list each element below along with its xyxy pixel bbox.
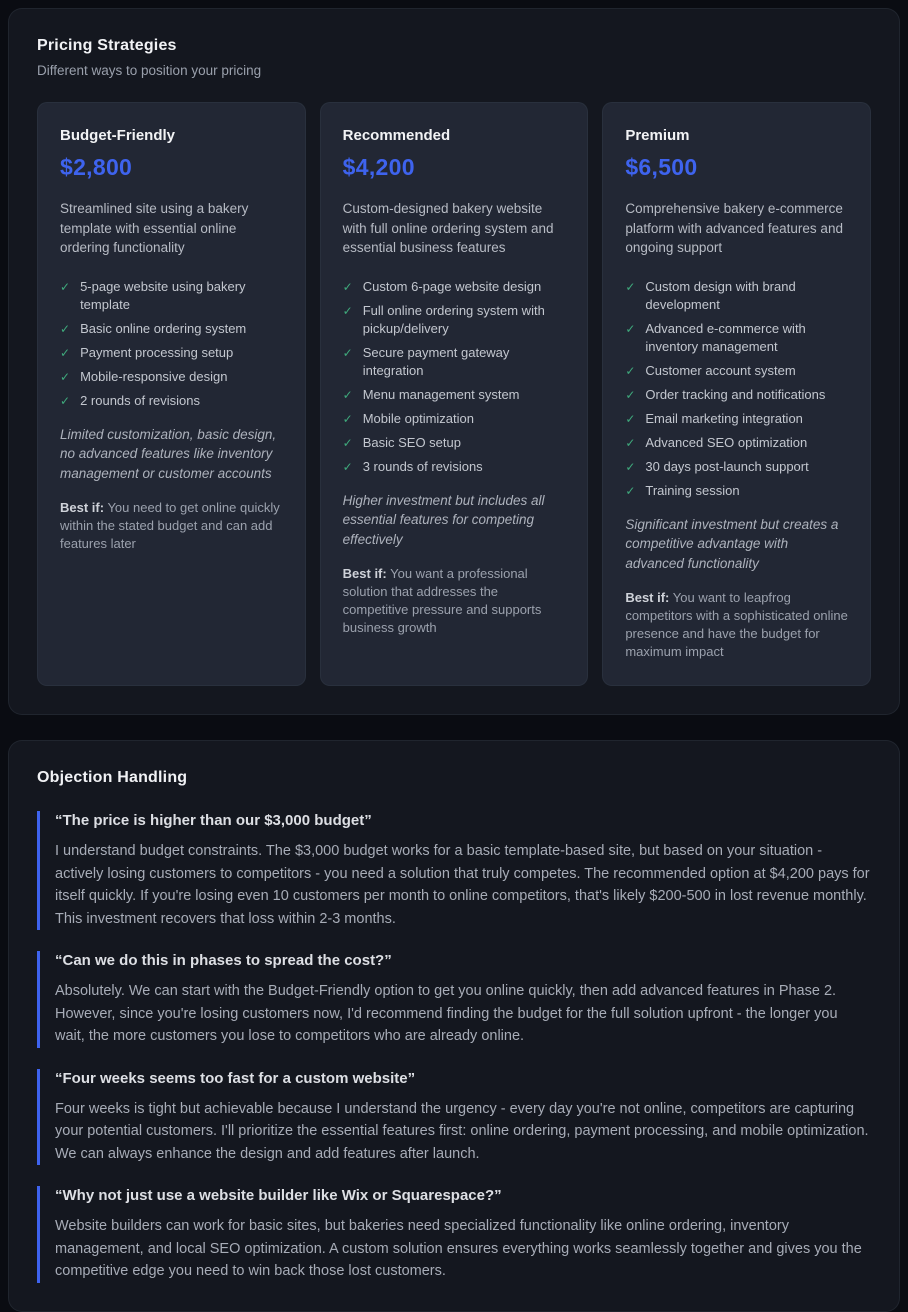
feature-item [343,410,566,428]
pricing-strategies-subtitle: Different ways to position your pricing [37,63,262,78]
check-icon: ✓ [342,387,353,402]
tier-feature-list [625,278,848,500]
check-icon: ✓ [342,303,353,318]
tier-best-if [60,499,283,553]
check-icon: ✓ [60,321,71,336]
feature-label: Custom design with brand development [645,278,796,312]
objection-response: I understand budget constraints. The $3,000 budget works for a basic template-based site, but based on your situation - actively losing customers to competitors - you need a solution that truly competes. The recommended option at $4,200 pays for itself quickly. If you're losing even 10 customers per month to online competitors, that's likely $200-500 in lost revenue monthly. This investment recovers that loss within 2-3 months. [55,843,870,927]
pricing-tier-grid [37,102,871,686]
best-if-text: You want to leapfrog competitors with a sophisticated online presence and have the budget for maximum impact [625,590,848,660]
tier-price: $6,500 [625,154,698,180]
objection-list [37,811,871,1283]
feature-item [343,434,566,452]
tier-card-recommended [320,102,589,686]
objection-question: “Can we do this in phases to spread the cost?” [55,952,392,970]
feature-item [625,386,848,404]
best-if-label: Best if: [60,500,105,516]
pricing-strategies-title: Pricing Strategies [37,37,177,54]
tier-description: Custom-designed bakery website with full online ordering system and essential business features [342,201,554,256]
check-icon: ✓ [60,279,71,294]
tier-description: Streamlined site using a bakery template with essential online ordering functionality [60,201,249,256]
feature-item [60,278,283,314]
tier-description: Comprehensive bakery e-commerce platform with advanced features and ongoing support [625,201,843,256]
feature-item [625,320,848,356]
feature-label: Menu management system [362,386,520,402]
feature-label: Full online ordering system with pickup/delivery [362,302,545,336]
tier-card-premium [602,102,871,686]
check-icon: ✓ [60,369,71,384]
feature-item [625,278,848,314]
objection-question: “The price is higher than our $3,000 budget” [55,812,372,830]
check-icon: ✓ [342,459,353,474]
feature-label: Order tracking and notifications [645,386,826,402]
objection-response: Four weeks is tight but achievable because I understand the urgency - every day you're not online, competitors are capturing your potential customers. I'll prioritize the essential features first: online ordering, payment processing, and mobile optimization. We can always enhance the design and add features after launch. [55,1100,869,1162]
objection-item-budget [37,811,871,930]
feature-label: Payment processing setup [80,344,234,360]
feature-item [343,386,566,404]
tier-positioning-note: Higher investment but includes all essential features for competing effectively [342,492,545,547]
objection-question: “Four weeks seems too fast for a custom website” [55,1069,416,1087]
check-icon: ✓ [342,279,353,294]
feature-label: Basic online ordering system [80,320,247,336]
feature-label: Custom 6-page website design [362,278,542,294]
tier-feature-list [60,278,283,410]
feature-item [625,434,848,452]
tier-name: Recommended [342,127,451,144]
tier-best-if [625,589,848,661]
check-icon: ✓ [342,411,353,426]
check-icon: ✓ [625,435,636,450]
tier-name: Premium [625,127,690,144]
objection-item-website-builder [37,1186,871,1283]
objection-question: “Why not just use a website builder like Wix or Squarespace?” [55,1187,502,1205]
objection-item-timeline [37,1069,871,1166]
feature-item [343,458,566,476]
feature-label: Email marketing integration [645,410,803,426]
feature-label: Mobile optimization [362,410,474,426]
feature-label: Mobile-responsive design [80,368,228,384]
check-icon: ✓ [625,387,636,402]
check-icon: ✓ [625,279,636,294]
tier-positioning-note: Significant investment but creates a competitive advantage with advanced functionality [625,516,839,571]
feature-label: 5-page website using bakery template [80,278,246,312]
feature-item [343,344,566,380]
tier-feature-list [343,278,566,476]
feature-item [60,320,283,338]
best-if-text: You need to get online quickly within the stated budget and can add features later [60,500,280,552]
check-icon: ✓ [625,363,636,378]
check-icon: ✓ [60,345,71,360]
feature-item [343,302,566,338]
feature-label: Basic SEO setup [362,434,461,450]
feature-item [60,344,283,362]
feature-label: 2 rounds of revisions [80,392,201,408]
best-if-text: You want a professional solution that addresses the competitive pressure and supports business growth [342,566,542,636]
objection-handling-panel [8,740,900,1312]
tier-positioning-note: Limited customization, basic design, no advanced features like inventory management or customer accounts [60,426,277,481]
check-icon: ✓ [60,393,71,408]
tier-price: $2,800 [60,154,133,180]
check-icon: ✓ [625,483,636,498]
feature-item [625,362,848,380]
objection-item-phases [37,951,871,1048]
best-if-label: Best if: [342,566,387,582]
tier-card-budget-friendly [37,102,306,686]
feature-item [343,278,566,296]
tier-best-if [343,565,566,637]
feature-label: Training session [645,482,740,498]
check-icon: ✓ [342,345,353,360]
feature-label: Advanced e-commerce with inventory management [645,320,806,354]
check-icon: ✓ [342,435,353,450]
feature-label: Secure payment gateway integration [362,344,510,378]
check-icon: ✓ [625,411,636,426]
feature-label: Customer account system [645,362,796,378]
feature-item [625,410,848,428]
feature-label: 3 rounds of revisions [362,458,483,474]
tier-name: Budget-Friendly [60,127,175,144]
feature-item [60,392,283,410]
check-icon: ✓ [625,459,636,474]
feature-label: 30 days post-launch support [645,458,809,474]
feature-item [625,482,848,500]
objection-response: Website builders can work for basic sites, but bakeries need specialized functionality like online ordering, inventory management, and local SEO optimization. A custom solution ensures everything works seamlessly together and gives you the competitive edge you need to win back those lost customers. [55,1218,862,1280]
feature-item [625,458,848,476]
feature-label: Advanced SEO optimization [645,434,808,450]
pricing-strategies-panel [8,8,900,715]
objection-handling-title: Objection Handling [37,769,188,787]
objection-response: Absolutely. We can start with the Budget-Friendly option to get you online quickly, then add advanced features in Phase 2. However, since you're losing customers now, I'd recommend finding the budget for the full solution upfront - the longer you wait, the more customers you lose to competitors who are already online. [55,983,838,1045]
tier-price: $4,200 [342,154,415,180]
check-icon: ✓ [625,321,636,336]
best-if-label: Best if: [625,590,670,606]
feature-item [60,368,283,386]
